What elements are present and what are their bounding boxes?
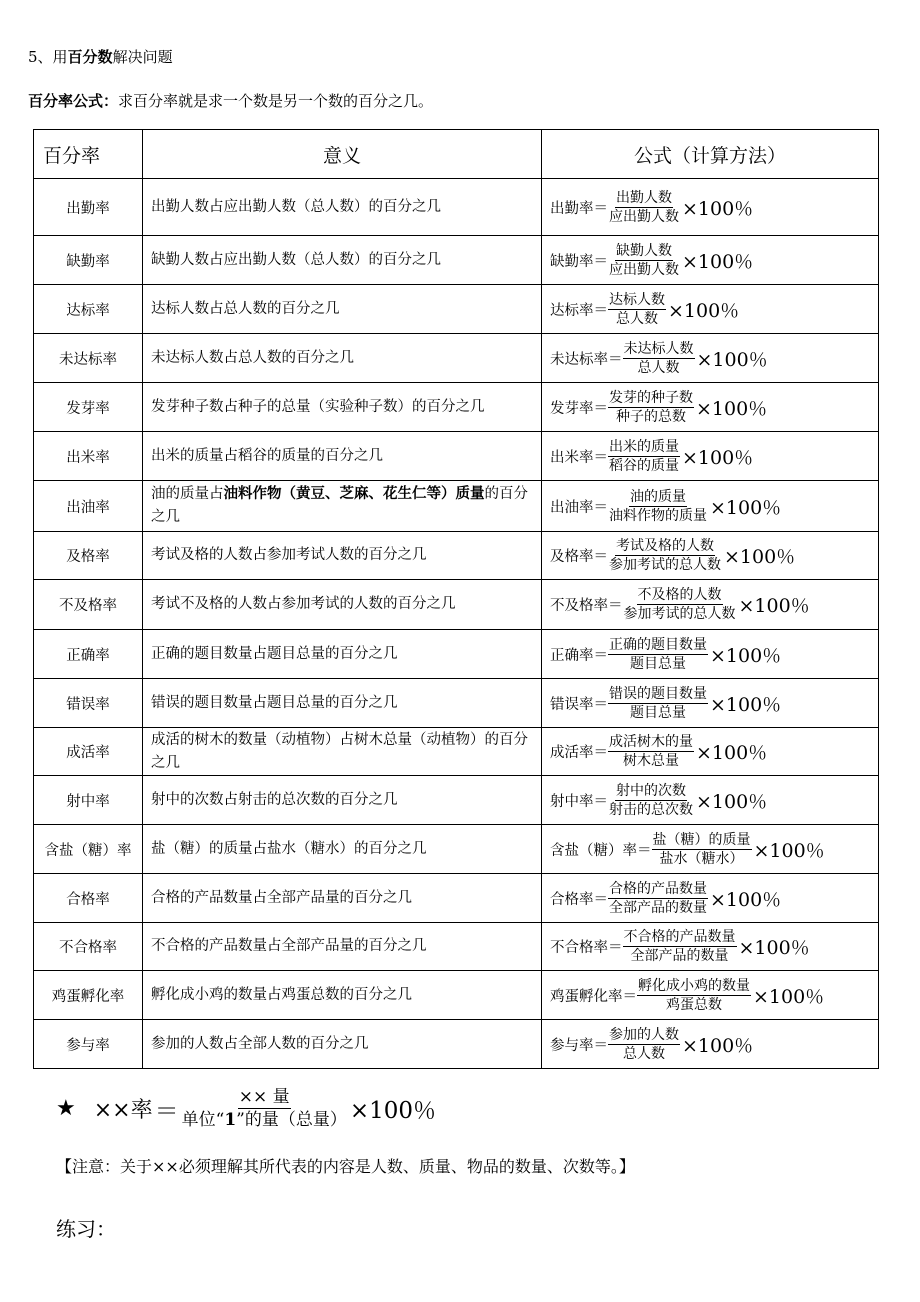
rate-name: 达标率 [34,285,143,334]
table-row [34,679,879,728]
general-formula [56,1086,436,1131]
formula-multiplier: ×100％ [668,299,740,322]
formula-denominator: 总人数 [623,1045,665,1062]
rate-name: 错误率 [34,679,143,728]
formula-multiplier: ×100％ [696,790,768,813]
rate-meaning [143,580,542,630]
table-row [34,285,879,334]
formula-denominator: 参加考试的总人数 [623,606,736,622]
rate-table [33,129,879,1069]
formula-fraction [608,242,680,279]
rate-name: 参与率 [34,1020,143,1069]
rate-meaning [143,432,542,481]
formula-lhs: 鸡蛋孵化率＝ [550,988,637,1005]
rate-name: 发芽率 [34,383,143,432]
table-row [34,1020,879,1069]
table-row [34,630,879,679]
rate-formula [542,971,879,1020]
formula-numerator: 参加的人数 [609,1026,679,1043]
table-body [34,179,879,1069]
formula-multiplier: ×100％ [682,197,754,220]
rate-meaning [143,236,542,285]
rate-formula [542,923,879,971]
header-rate: 百分率 [34,130,143,179]
meaning-text: 孵化成小鸡的数量占鸡蛋总数的百分之几 [151,986,412,1003]
rate-name: 不及格率 [34,580,143,630]
rate-meaning [143,825,542,874]
formula-lhs: 不及格率＝ [550,598,623,614]
table-row [34,179,879,236]
definition-line [28,90,433,111]
formula-multiplier: ×100％ [696,397,768,420]
rate-formula [542,432,879,481]
table-row [34,481,879,532]
heading-prefix: 5、用 [28,48,68,66]
rate-formula [542,236,879,285]
formula-denominator: 应出勤人数 [609,208,679,225]
meaning-text: 考试及格的人数占参加考试人数的百分之几 [151,547,427,563]
rate-formula [542,630,879,679]
formula-fraction [608,389,694,426]
formula-denominator: 总人数 [616,310,658,327]
rate-name: 缺勤率 [34,236,143,285]
formula-lhs: 参与率＝ [550,1037,608,1054]
times-100-percent: ×100％ [349,1098,437,1124]
formula-lhs: 出米率＝ [550,449,608,466]
formula-fraction [608,636,708,673]
star-icon: ★ [56,1096,76,1121]
formula-fraction [608,438,680,475]
formula-multiplier: ×100％ [682,446,754,469]
formula-lhs: 正确率＝ [550,647,608,664]
meaning-text: 盐（糖）的质量占盐水（糖水）的百分之几 [151,840,427,857]
formula-multiplier: ×100％ [682,250,754,273]
formula-numerator: 考试及格的人数 [616,538,714,554]
table-row [34,580,879,630]
rate-meaning [143,679,542,728]
rate-meaning [143,776,542,825]
heading-bold: 百分数 [67,48,113,66]
formula-fraction [608,291,666,328]
formula-lhs: 未达标率＝ [550,351,623,368]
formula-multiplier: ×100％ [753,839,825,862]
denominator-suffix: ”的量（总量） [236,1110,347,1130]
formula-denominator: 参加考试的总人数 [609,557,721,573]
formula-fraction [637,977,751,1014]
meaning-text: 合格的产品数量占全部产品量的百分之几 [151,889,412,906]
rate-meaning [143,971,542,1020]
rate-name: 合格率 [34,874,143,923]
unit-one: 1 [224,1110,237,1130]
formula-multiplier: ×100％ [710,496,782,519]
definition-label: 百分率公式： [28,92,119,110]
meaning-text: 未达标人数占总人数的百分之几 [151,349,354,366]
rate-meaning [143,481,542,532]
general-fraction [181,1086,348,1131]
table-row [34,532,879,580]
formula-lhs: 射中率＝ [550,793,608,810]
heading-suffix: 解决问题 [112,48,173,66]
formula-lhs: 及格率＝ [550,549,608,565]
formula-fraction [623,586,737,623]
formula-numerator: 缺勤人数 [616,242,672,259]
formula-multiplier: ×100％ [710,693,782,716]
formula-multiplier: ×100％ [710,888,782,911]
rate-meaning [143,532,542,580]
rate-name: 正确率 [34,630,143,679]
formula-multiplier: ×100％ [696,348,768,371]
rate-formula [542,728,879,776]
formula-numerator: 孵化成小鸡的数量 [638,977,750,994]
table-row [34,728,879,776]
formula-denominator: 全部产品的数量 [609,899,707,916]
rate-meaning [143,728,542,776]
rate-name: 出勤率 [34,179,143,236]
rate-name: 含盐（糖）率 [34,825,143,874]
table-row [34,825,879,874]
formula-numerator: 未达标人数 [623,340,694,357]
rate-name: 鸡蛋孵化率 [34,971,143,1020]
definition-text: 求百分率就是求一个数是另一个数的百分之几。 [118,92,434,110]
rate-formula [542,532,879,580]
note-text: 【注意：关于××必须理解其所代表的内容是人数、质量、物品的数量、次数等。】 [56,1157,635,1176]
formula-numerator: 盐（糖）的质量 [652,831,751,848]
rate-name: 未达标率 [34,334,143,383]
formula-fraction [623,340,695,377]
formula-denominator: 鸡蛋总数 [666,996,722,1013]
rate-formula [542,776,879,825]
formula-lhs: 含盐（糖）率＝ [550,842,652,859]
formula-numerator: 不及格的人数 [637,587,722,603]
equals-sign: ＝ [154,1097,179,1125]
formula-numerator: 成活树木的量 [609,734,693,750]
table-row [34,383,879,432]
table-row [34,334,879,383]
rate-meaning [143,923,542,971]
rate-meaning [143,874,542,923]
formula-fraction [608,733,694,770]
formula-numerator: 不合格的产品数量 [623,929,736,945]
meaning-text: 射中的次数占射击的总次数的百分之几 [151,791,398,808]
rate-meaning [143,285,542,334]
denominator-prefix: 单位“ [181,1110,225,1130]
formula-multiplier: ×100％ [738,595,810,617]
formula-denominator: 树木总量 [623,753,679,769]
meaning-text: 出勤人数占应出勤人数（总人数）的百分之几 [151,198,441,215]
table-row [34,432,879,481]
formula-multiplier: ×100％ [724,546,796,568]
meaning-text: 参加的人数占全部人数的百分之几 [151,1035,369,1052]
formula-denominator: 射击的总次数 [609,801,693,818]
formula-numerator: 错误的题目数量 [609,685,707,702]
header-meaning: 意义 [143,130,542,179]
formula-lhs: 发芽率＝ [550,400,608,417]
rate-formula [542,285,879,334]
rate-formula [542,679,879,728]
meaning-text: 不合格的产品数量占全部产品量的百分之几 [151,938,427,954]
formula-denominator: 总人数 [637,359,680,376]
formula-numerator: 油的质量 [630,488,686,505]
formula-fraction [608,488,708,525]
formula-numerator: 达标人数 [609,291,665,308]
formula-lhs: 达标率＝ [550,302,608,319]
formula-numerator: 出勤人数 [616,189,672,206]
table-header-row [34,130,879,179]
formula-numerator: 出米的质量 [609,438,679,455]
general-denominator [181,1109,348,1131]
table-row [34,236,879,285]
meaning-text: 正确的题目数量占题目总量的百分之几 [151,645,398,662]
formula-multiplier: ×100％ [696,742,768,764]
meaning-text: 油的质量占 [151,486,224,502]
meaning-text: 成活的树木的数量（动植物）占树木总量（动植物）的百分之几 [151,731,528,771]
formula-lhs: 错误率＝ [550,696,608,713]
formula-denominator: 应出勤人数 [609,261,679,278]
formula-denominator: 全部产品的数量 [630,948,729,964]
formula-fraction [608,685,708,722]
rate-formula [542,481,879,532]
rate-formula [542,334,879,383]
rate-formula [542,825,879,874]
rate-meaning [143,179,542,236]
formula-denominator: 题目总量 [630,655,686,672]
formula-numerator: 合格的产品数量 [609,880,707,897]
formula-denominator: 稻谷的质量 [609,457,679,474]
formula-denominator: 种子的总数 [616,408,686,425]
formula-numerator: 正确的题目数量 [609,636,707,653]
formula-numerator: 射中的次数 [616,782,686,799]
formula-fraction [608,1026,680,1063]
formula-denominator: 盐水（糖水） [659,850,744,867]
formula-lhs: 成活率＝ [550,745,608,761]
meaning-tail: 的百分之几 [151,486,528,525]
formula-multiplier: ×100％ [682,1034,754,1057]
meaning-text: 缺勤人数占应出勤人数（总人数）的百分之几 [151,251,441,268]
formula-fraction [652,831,752,868]
general-formula-lhs: ××率 [93,1098,153,1123]
rate-formula [542,874,879,923]
rate-formula [542,179,879,236]
meaning-text: 错误的题目数量占题目总量的百分之几 [151,694,398,711]
formula-multiplier: ×100％ [753,985,825,1008]
rate-name: 及格率 [34,532,143,580]
formula-fraction [608,782,694,819]
formula-multiplier: ×100％ [738,937,810,959]
rate-formula [542,1020,879,1069]
formula-fraction [608,880,708,917]
table-row [34,923,879,971]
formula-fraction [608,537,722,574]
formula-denominator: 油料作物的质量 [609,507,707,524]
table-row [34,874,879,923]
rate-meaning [143,383,542,432]
formula-lhs: 不合格率＝ [550,940,623,956]
meaning-text: 发芽种子数占种子的总量（实验种子数）的百分之几 [151,398,485,415]
meaning-text: 出米的质量占稻谷的质量的百分之几 [151,447,383,464]
rate-name: 射中率 [34,776,143,825]
formula-fraction [623,928,737,965]
meaning-text: 考试不及格的人数占参加考试的人数的百分之几 [151,596,456,612]
formula-lhs: 出勤率＝ [550,200,608,217]
formula-denominator: 题目总量 [630,704,686,721]
formula-numerator: 发芽的种子数 [609,389,693,406]
general-numerator: ×× 量 [238,1087,290,1107]
meaning-bold: 油料作物（黄豆、芝麻、花生仁等）质量 [223,486,485,502]
table-row [34,971,879,1020]
practice-label: 练习： [56,1217,116,1241]
rate-name: 出油率 [34,481,143,532]
section-heading [28,46,173,67]
meaning-text: 达标人数占总人数的百分之几 [151,300,340,317]
formula-multiplier: ×100％ [710,644,782,667]
formula-lhs: 出油率＝ [550,499,608,516]
formula-lhs: 合格率＝ [550,891,608,908]
rate-formula [542,383,879,432]
rate-meaning [143,1020,542,1069]
rate-formula [542,580,879,630]
header-formula: 公式（计算方法） [542,130,879,179]
formula-lhs: 缺勤率＝ [550,253,608,270]
rate-meaning [143,630,542,679]
rate-name: 不合格率 [34,923,143,971]
formula-fraction [608,189,680,226]
rate-name: 出米率 [34,432,143,481]
table-row [34,776,879,825]
rate-name: 成活率 [34,728,143,776]
rate-meaning [143,334,542,383]
